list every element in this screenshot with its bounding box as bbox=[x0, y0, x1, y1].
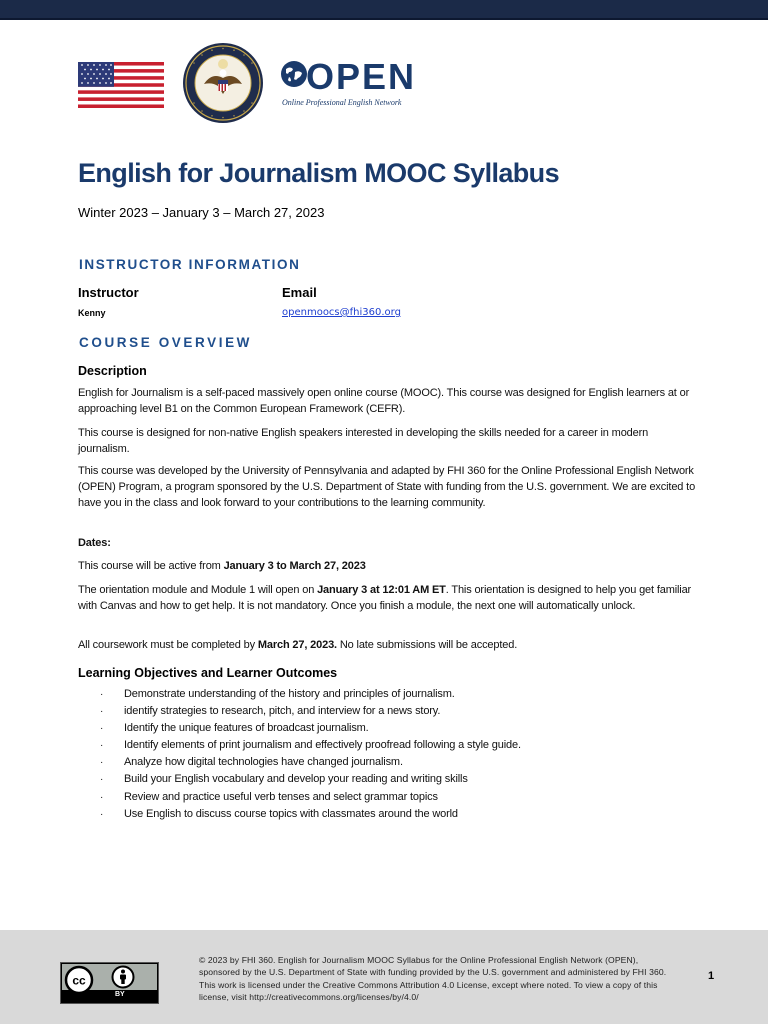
bullet: · bbox=[100, 774, 104, 786]
page-title: English for Journalism MOOC Syllabus bbox=[78, 158, 559, 188]
objective-text: Build your English vocabulary and develop your reading and writing skills bbox=[124, 773, 468, 786]
instructor-email-link[interactable]: openmoocs@fhi360.org bbox=[282, 307, 401, 318]
objective-text: Use English to discuss course topics with classmates around the world bbox=[124, 807, 458, 820]
email-column-header: Email bbox=[282, 285, 317, 300]
open-logo-subtitle: Online Professional English Network bbox=[282, 98, 402, 107]
open-logo-text: OPEN bbox=[306, 56, 417, 97]
cc-by-label: BY bbox=[115, 991, 125, 998]
license-text: © 2023 by FHI 360. English for Journalism MOOC Syllabus for the Online Professional English Network (OPEN), sponsored by the U.S. Department of State with funding provided by the U.S. government and administered by FHI 360. This work is licensed under the Creative Commons Attribution 4.0 License, except where noted. To view a copy of this license, visit http://creativecommons.org/licenses/by/4.0/ bbox=[199, 955, 667, 1002]
globe-icon bbox=[280, 60, 308, 88]
list-item bbox=[78, 789, 698, 806]
orientation-paragraph bbox=[78, 582, 698, 614]
dates-label: Dates: bbox=[78, 537, 111, 549]
top-banner bbox=[0, 0, 768, 20]
creative-commons-badge[interactable] bbox=[60, 962, 159, 1004]
learning-objectives-list bbox=[78, 686, 698, 823]
header-logos bbox=[78, 40, 478, 130]
list-item bbox=[78, 754, 698, 771]
page-number: 1 bbox=[708, 970, 715, 982]
orientation-suffix: . This orientation is designed to help you get familiar with Canvas and how to get help. It is not mandatory. Once you finish a module, the next one will automatically unlock. bbox=[78, 584, 692, 613]
description-paragraph-3: This course was developed by the University of Pennsylvania and adapted by FHI 360 for the Online Professional English Network (OPEN) Program, a program sponsored by the U.S. Department of State with funding from the U.S. government. We are excited to have you in the class and look forward to your contributions to the learning community. bbox=[78, 465, 696, 510]
course-overview-heading: COURSE OVERVIEW bbox=[79, 335, 253, 350]
objective-text: Review and practice useful verb tenses and select grammar topics bbox=[124, 790, 438, 803]
objective-text: Demonstrate understanding of the history and principles of journalism. bbox=[124, 688, 455, 700]
description-heading: Description bbox=[78, 364, 147, 378]
list-item bbox=[78, 737, 698, 754]
list-item bbox=[78, 806, 698, 823]
active-dates-value: January 3 to March 27, 2023 bbox=[223, 560, 366, 572]
list-item bbox=[78, 720, 698, 737]
instructor-column-header: Instructor bbox=[78, 285, 139, 300]
bullet: · bbox=[100, 791, 104, 803]
objective-text: Analyze how digital technologies have changed journalism. bbox=[124, 756, 403, 769]
open-logo bbox=[282, 58, 482, 118]
list-item bbox=[78, 686, 698, 703]
orientation-prefix: The orientation module and Module 1 will open on bbox=[78, 584, 318, 596]
term-dates: Winter 2023 – January 3 – March 27, 2023 bbox=[78, 205, 325, 220]
active-dates-prefix: This course will be active from bbox=[78, 560, 224, 572]
attribution-person-icon bbox=[111, 965, 135, 989]
coursework-date: March 27, 2023. bbox=[257, 639, 337, 651]
instructor-name: Kenny bbox=[78, 308, 106, 318]
bullet: · bbox=[100, 689, 104, 700]
list-item bbox=[78, 703, 698, 720]
coursework-suffix: No late submissions will be accepted. bbox=[336, 639, 518, 651]
bullet: · bbox=[100, 706, 104, 718]
learning-objectives-heading: Learning Objectives and Learner Outcomes bbox=[78, 666, 338, 680]
instructor-information-heading: INSTRUCTOR INFORMATION bbox=[79, 257, 301, 272]
objective-text: Identify elements of print journalism and effectively proofread following a style guide. bbox=[124, 739, 521, 752]
us-flag-icon bbox=[78, 62, 164, 108]
description-paragraph-1: English for Journalism is a self-paced massively open online course (MOOC). This course was designed for English learners at or approaching level B1 on the Common European Framework (CEFR). bbox=[78, 387, 690, 416]
description-paragraph-2: This course is designed for non-native English speakers interested in developing the skills needed for a career in modern journalism. bbox=[78, 427, 649, 456]
bullet: · bbox=[100, 740, 104, 752]
orientation-time: January 3 at 12:01 AM ET bbox=[317, 584, 446, 596]
cc-icon bbox=[64, 965, 94, 995]
svg-text:cc: cc bbox=[72, 973, 86, 988]
list-item bbox=[78, 771, 698, 788]
active-dates-paragraph bbox=[78, 558, 698, 574]
coursework-prefix: All coursework must be completed by bbox=[78, 639, 258, 651]
page-footer bbox=[0, 930, 768, 1024]
department-of-state-seal-icon bbox=[182, 42, 264, 124]
coursework-paragraph bbox=[78, 637, 698, 653]
objective-text: Identify the unique features of broadcast journalism. bbox=[124, 722, 369, 735]
objective-text: identify strategies to research, pitch, and interview for a news story. bbox=[124, 705, 441, 718]
bullet: · bbox=[100, 757, 104, 769]
bullet: · bbox=[100, 808, 104, 820]
bullet: · bbox=[100, 723, 104, 735]
